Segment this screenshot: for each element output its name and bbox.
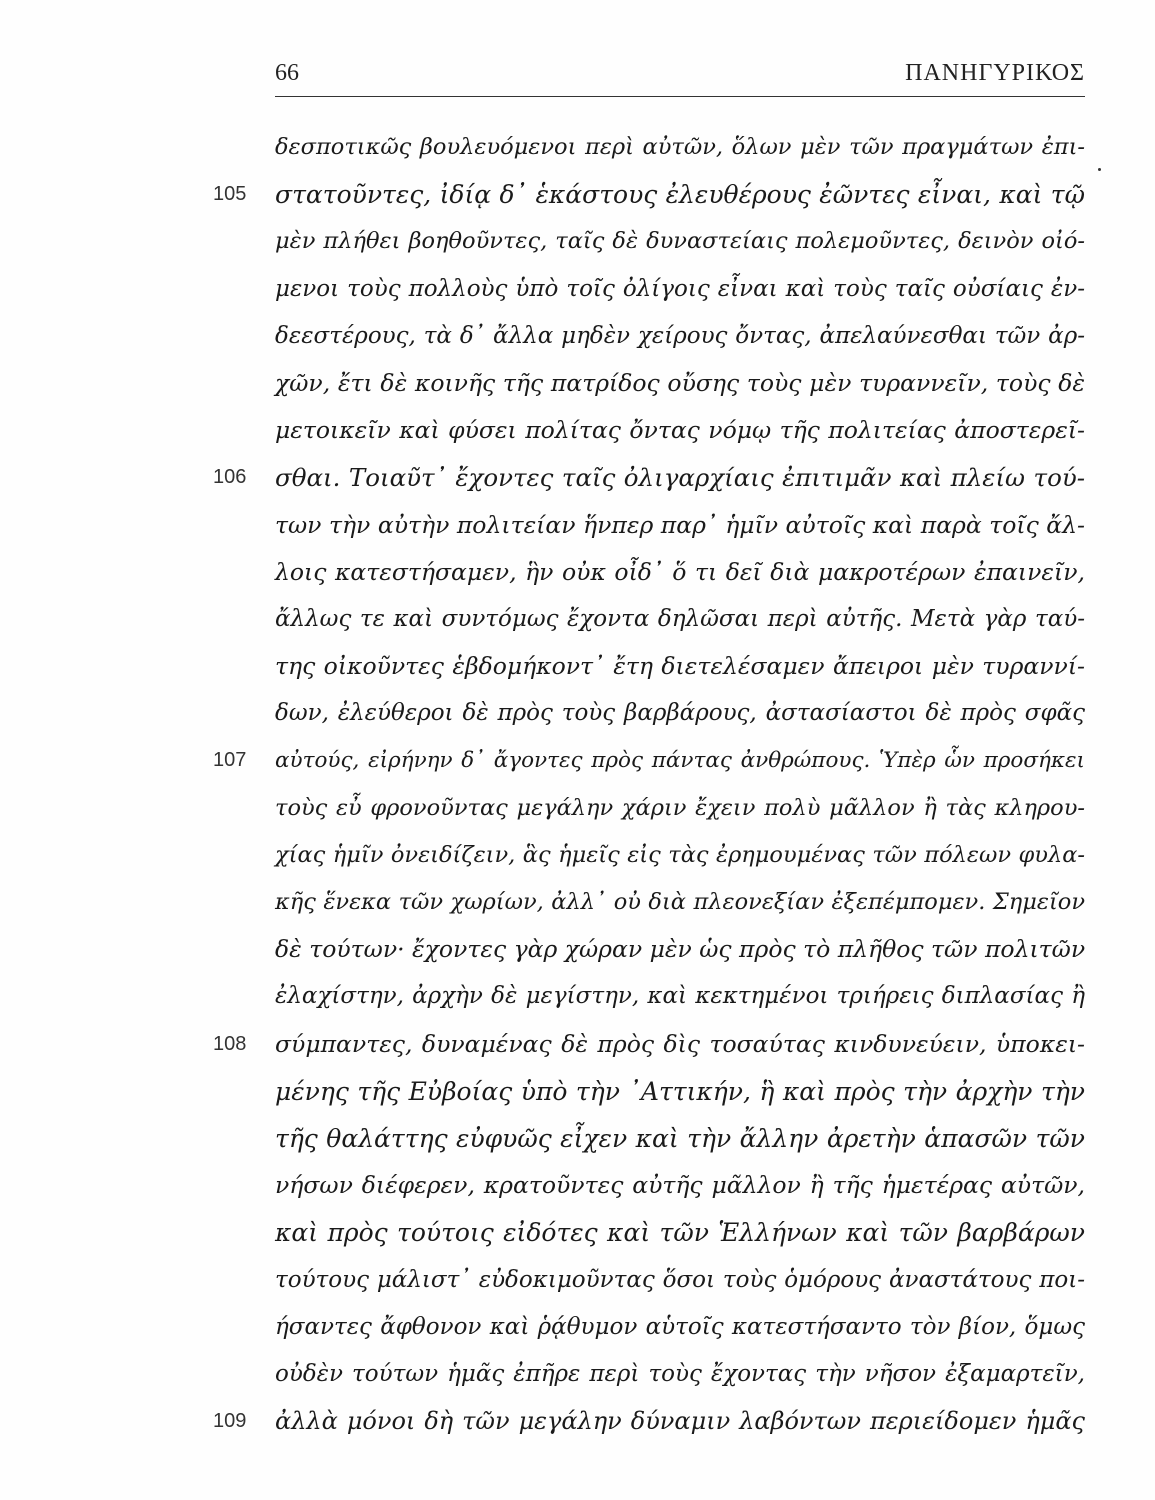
line-text: σθαι. Τοιαῦτ᾽ ἔχοντες ταῖς ὀλιγαρχίαις ἐπιτιμᾶν καὶ πλείω τού-: [275, 463, 1085, 493]
section-number: 107: [213, 749, 247, 772]
text-line: [275, 643, 1085, 690]
line-text: μένης τῆς Εὐβοίας ὑπὸ τὴν ᾿Αττικήν, ἣ καὶ πρὸς τὴν ἀρχὴν τὴν: [275, 1076, 1085, 1106]
section-number: 109: [213, 1410, 247, 1433]
text-line: [213, 454, 1085, 501]
section-number: 108: [213, 1032, 247, 1055]
text-line: [275, 549, 1085, 596]
text-line: [275, 1257, 1085, 1304]
line-text: σύμπαντες, δυναμένας δὲ πρὸς δὶς τοσαύτας κινδυνεύειν, ὑποκει-: [275, 1029, 1085, 1058]
line-text: της οἰκοῦντες ἑβδομήκοντ᾽ ἔτη διετελέσαμεν ἄπειροι μὲν τυραννί-: [275, 652, 1085, 681]
line-text: δων, ἐλεύθεροι δὲ πρὸς τοὺς βαρβάρους, ἀστασίαστοι δὲ πρὸς σφᾶς: [275, 700, 1085, 727]
line-text: τοὺς εὖ φρονοῦντας μεγάλην χάριν ἔχειν πολὺ μᾶλλον ἢ τὰς κληρου-: [275, 794, 1085, 821]
text-line: [275, 218, 1085, 265]
text-line: [275, 973, 1085, 1020]
text-line: [275, 1209, 1085, 1256]
text-line: [275, 832, 1085, 879]
line-text: ἀλλὰ μόνοι δὴ τῶν μεγάλην δύναμιν λαβόντων περιείδομεν ἡμᾶς: [275, 1407, 1085, 1436]
line-text: χῶν, ἔτι δὲ κοινῆς τῆς πατρίδος οὔσης τοὺς μὲν τυραννεῖν, τοὺς δὲ: [275, 368, 1085, 397]
line-text: μετοικεῖν καὶ φύσει πολίτας ὄντας νόμῳ τῆς πολιτείας ἀποστερεῖ-: [275, 416, 1085, 445]
section-number: 105: [213, 183, 247, 206]
section-number: 106: [213, 466, 247, 489]
running-title: ΠΑΝΗΓΥΡΙΚΟΣ: [905, 60, 1085, 86]
page-number: 66: [275, 60, 299, 86]
text-line: [275, 785, 1085, 832]
text-line: [275, 360, 1085, 407]
line-text: των τὴν αὐτὴν πολιτείαν ἥνπερ παρ᾽ ἡμῖν αὐτοῖς καὶ παρὰ τοῖς ἄλ-: [275, 510, 1085, 539]
line-text: μενοι τοὺς πολλοὺς ὑπὸ τοῖς ὀλίγοις εἶναι καὶ τοὺς ταῖς οὐσίαις ἐν-: [275, 275, 1085, 302]
line-text: ἄλλως τε καὶ συντόμως ἔχοντα δηλῶσαι περὶ αὐτῆς. Μετὰ γὰρ ταύ-: [275, 605, 1085, 632]
line-text: δὲ τούτων· ἔχοντες γὰρ χώραν μὲν ὡς πρὸς τὸ πλῆθος τῶν πολιτῶν: [275, 935, 1086, 964]
text-line: [275, 1162, 1085, 1209]
text-line: [275, 1115, 1085, 1162]
greek-text-block: [213, 124, 1086, 1445]
line-text: τῆς θαλάττης εὐφυῶς εἶχεν καὶ τὴν ἄλλην ἀρετὴν ἁπασῶν τῶν: [275, 1123, 1085, 1153]
line-text: τούτους μάλιστ᾽ εὐδοκιμοῦντας ὅσοι τοὺς ὁμόρους ἀναστάτους ποι-: [275, 1266, 1085, 1293]
text-line: [275, 407, 1085, 454]
line-text: καὶ πρὸς τούτοις εἰδότες καὶ τῶν Ἑλλήνων καὶ τῶν βαρβάρων: [275, 1218, 1085, 1248]
text-line: [275, 690, 1085, 737]
margin-mark: [1098, 168, 1101, 171]
text-line: [275, 502, 1085, 549]
text-line: [213, 1021, 1085, 1068]
text-line: [275, 926, 1085, 973]
text-line: [213, 737, 1085, 784]
text-line: [275, 1351, 1085, 1398]
line-text: δεεστέρους, τὰ δ᾽ ἄλλα μηδὲν χείρους ὄντας, ἀπελαύνεσθαι τῶν ἀρ-: [275, 322, 1085, 349]
line-text: κῆς ἕνεκα τῶν χωρίων, ἀλλ᾽ οὐ διὰ πλεονεξίαν ἐξεπέμπομεν. Σημεῖον: [275, 889, 1085, 915]
text-line: [275, 596, 1085, 643]
line-text: μὲν πλήθει βοηθοῦντες, ταῖς δὲ δυναστείαις πολεμοῦντες, δεινὸν οἰό-: [275, 228, 1085, 255]
line-text: δεσποτικῶς βουλευόμενοι περὶ αὐτῶν, ὅλων μὲν τῶν πραγμάτων ἐπι-: [275, 134, 1085, 160]
line-text: αὐτούς, εἰρήνην δ᾽ ἄγοντες πρὸς πάντας ἀνθρώπους. Ὑπὲρ ὧν προσήκει: [275, 748, 1085, 774]
text-line: [213, 171, 1085, 218]
text-line: [213, 1398, 1085, 1445]
page-header: [275, 58, 1085, 97]
line-text: στατοῦντες, ἰδίᾳ δ᾽ ἑκάστους ἐλευθέρους ἐῶντες εἶναι, καὶ τῷ: [275, 180, 1085, 210]
text-line: [275, 1068, 1085, 1115]
line-text: χίας ἡμῖν ὀνειδίζειν, ἃς ἡμεῖς εἰς τὰς ἐρημουμένας τῶν πόλεων φυλα-: [275, 841, 1085, 868]
line-text: λοις κατεστήσαμεν, ἣν οὐκ οἶδ᾽ ὅ τι δεῖ διὰ μακροτέρων ἐπαινεῖν,: [275, 557, 1085, 586]
line-text: ἐλαχίστην, ἀρχὴν δὲ μεγίστην, καὶ κεκτημένοι τριήρεις διπλασίας ἢ: [275, 983, 1085, 1010]
line-text: νήσων διέφερεν, κρατοῦντες αὐτῆς μᾶλλον ἢ τῆς ἡμετέρας αὐτῶν,: [275, 1171, 1085, 1200]
text-line: [275, 313, 1085, 360]
line-text: ήσαντες ἄφθονον καὶ ῥᾴθυμον αὑτοῖς κατεστήσαντο τὸν βίον, ὅμως: [275, 1313, 1085, 1340]
text-line: [275, 879, 1085, 926]
text-line: [275, 1304, 1085, 1351]
line-text: οὐδὲν τούτων ἡμᾶς ἐπῆρε περὶ τοὺς ἔχοντας τὴν νῆσον ἐξαμαρτεῖν,: [275, 1360, 1085, 1387]
text-line: [275, 124, 1085, 171]
text-line: [275, 266, 1085, 313]
